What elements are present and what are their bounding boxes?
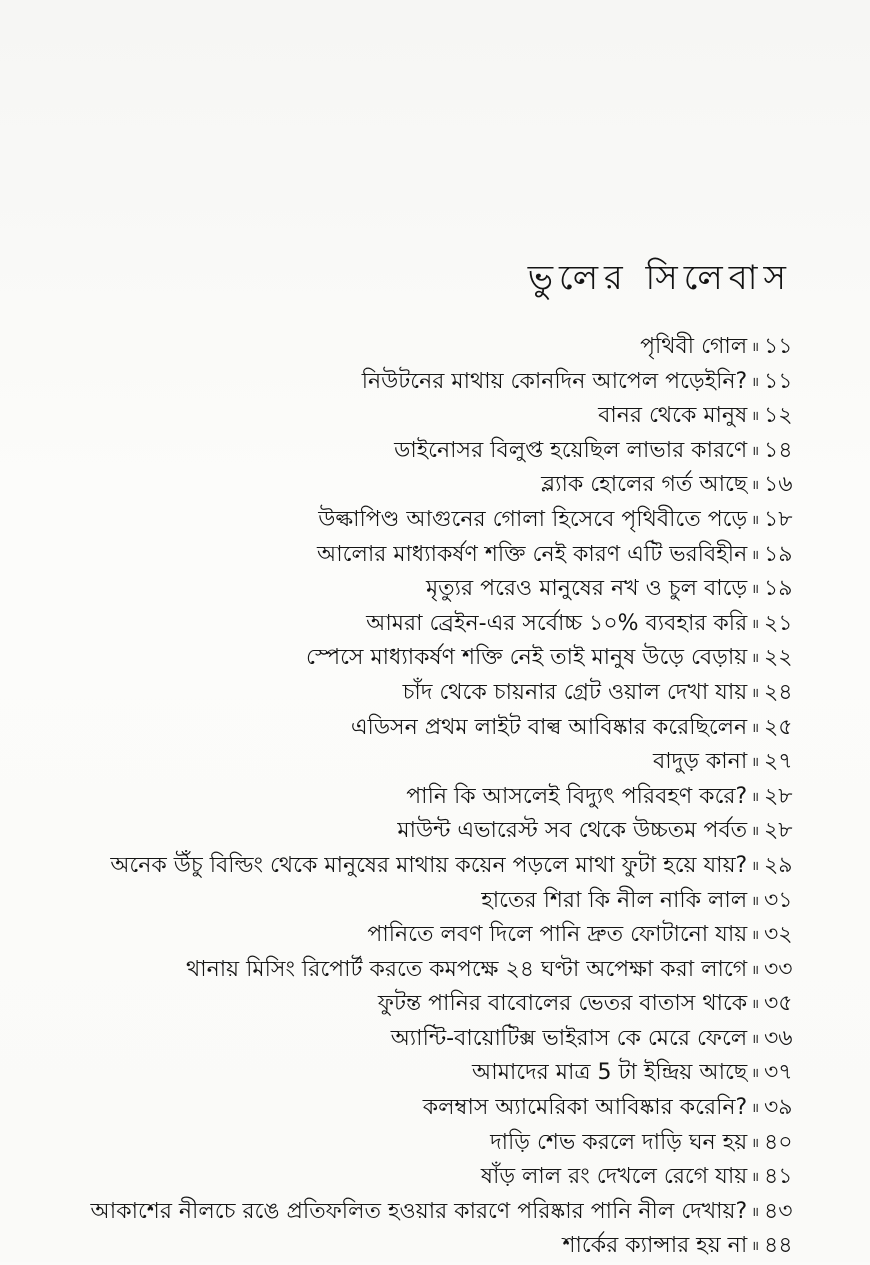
toc-separator: ॥ [751,1135,758,1151]
toc-separator: ॥ [751,962,758,978]
toc-entry-title: ডাইনোসর বিলুপ্ত হয়েছিল লাভার কারণে [394,437,748,463]
toc-entry [34,641,794,676]
toc-entry-page: ১৪ [764,437,793,463]
toc-separator: ॥ [751,893,758,909]
toc-entry-page: ৩৩ [764,956,793,982]
toc-entry-title: স্পেসে মাধ্যাকর্ষণ শক্তি নেই তাই মানুষ উড়ে বেড়ায় [305,645,748,671]
toc-entry [34,434,794,469]
toc-entry [34,953,794,988]
toc-entry [34,572,794,607]
toc-entry [34,1056,794,1091]
toc-separator: ॥ [751,1239,758,1255]
toc-entry-title: শার্কের ক্যান্সার হয় না [562,1233,748,1259]
toc-entry-page: ২৭ [764,749,793,775]
toc-entry-title: কলম্বাস অ্যামেরিকা আবিষ্কার করেনি? [422,1095,748,1121]
toc-entry-page: ৩৯ [764,1095,793,1121]
toc-separator: ॥ [751,1066,758,1082]
toc-separator: ॥ [751,997,758,1013]
toc-entry-page: ১৯ [764,576,793,602]
toc-entry [34,468,794,503]
toc-entry [34,1160,794,1195]
toc-entry-page: ৪১ [764,1164,793,1190]
toc-separator: ॥ [751,374,758,390]
toc-separator: ॥ [751,1101,758,1117]
toc-entry-page: ২৮ [764,783,793,809]
toc-entry-title: চাঁদ থেকে চায়নার গ্রেট ওয়াল দেখা যায় [402,679,748,705]
toc-entry-title: আলোর মাধ্যাকর্ষণ শক্তি নেই কারণ এটি ভরবিহীন [316,541,748,567]
toc-entry-title: ষাঁড় লাল রং দেখলে রেগে যায় [480,1164,748,1190]
toc-entry [34,538,794,573]
toc-entry-page: ৩৬ [764,1025,793,1051]
toc-separator: ॥ [751,720,758,736]
toc-separator: ॥ [751,928,758,944]
toc-entry-page: ২৫ [764,714,793,740]
toc-separator: ॥ [751,443,758,459]
toc-entry-title: আমাদের মাত্র 5 টা ইন্দ্রিয় আছে [472,1060,748,1086]
toc-entry-title: বাদুড় কানা [653,749,748,775]
toc-entry-title: আকাশের নীলচে রঙে প্রতিফলিত হওয়ার কারণে পরিষ্কার পানি নীল দেখায়? [90,1198,748,1224]
toc-entry-page: ১৬ [764,472,793,498]
toc-entry [34,780,794,815]
toc-entry-page: ৪০ [764,1129,793,1155]
toc-separator: ॥ [751,789,758,805]
toc-separator: ॥ [751,340,758,355]
toc-entry-page: ৪৪ [764,1233,793,1259]
toc-entry-title: মাউন্ট এভারেস্ট সব থেকে উচ্চতম পর্বত [397,818,748,844]
toc-entry-page: ৩৫ [764,991,793,1017]
toc-entry-page: ৩১ [764,887,793,913]
toc-separator: ॥ [751,755,758,771]
toc-separator: ॥ [751,547,758,563]
table-of-contents [34,330,794,1264]
toc-entry [34,1126,794,1161]
toc-entry-page: ১৯ [764,541,793,567]
toc-entry-page: ২৮ [764,818,793,844]
toc-entry-page: ১১ [764,368,793,394]
toc-entry-page: ১৮ [764,506,793,532]
toc-entry-page: ১২ [764,403,793,429]
toc-entry-title: উল্কাপিণ্ড আগুনের গোলা হিসেবে পৃথিবীতে পড়ে [318,506,748,532]
toc-entry [34,918,794,953]
toc-separator: ॥ [751,685,758,701]
toc-entry-title: পানি কি আসলেই বিদ্যুৎ পরিবহণ করে? [406,783,748,809]
toc-separator: ॥ [751,1170,758,1186]
toc-entry-page: ২২ [764,645,793,671]
toc-entry [34,884,794,919]
toc-entry-page: ৩৭ [764,1060,793,1086]
toc-entry [34,607,794,642]
toc-entry-title: ব্ল্যাক হোলের গর্ত আছে [541,472,748,498]
toc-entry-title: হাতের শিরা কি নীল নাকি লাল [481,887,748,913]
toc-entry [34,987,794,1022]
toc-entry [34,814,794,849]
toc-entry-title: অনেক উঁচু বিল্ডিং থেকে মানুষের মাথায় কয়েন পড়লে মাথা ফুটা হয়ে যায়? [110,852,748,878]
toc-separator: ॥ [751,512,758,528]
toc-entry-title: পৃথিবী গোল [640,334,748,359]
toc-separator: ॥ [751,478,758,494]
toc-entry [34,1229,794,1264]
toc-entry [34,503,794,538]
toc-entry [34,1022,794,1057]
toc-entry-page: ৩২ [764,922,793,948]
toc-entry [34,849,794,884]
toc-entry-title: পানিতে লবণ দিলে পানি দ্রুত ফোটানো যায় [367,922,748,948]
toc-entry [34,1091,794,1126]
toc-entry-title: আমরা ব্রেইন-এর সর্বোচ্চ ১০% ব্যবহার করি [366,610,748,636]
toc-entry-page: ২৯ [764,852,793,878]
toc-separator: ॥ [751,651,758,667]
toc-separator: ॥ [751,616,758,632]
toc-entry-page: ২১ [764,610,793,636]
toc-entry [34,330,794,365]
toc-entry-page: ১১ [764,334,793,359]
toc-entry-title: দাড়ি শেভ করলে দাড়ি ঘন হয় [490,1129,748,1155]
toc-entry [34,711,794,746]
toc-entry [34,745,794,780]
toc-separator: ॥ [751,1031,758,1047]
toc-entry [34,676,794,711]
toc-entry [34,399,794,434]
toc-separator: ॥ [751,409,758,425]
toc-separator: ॥ [751,824,758,840]
page-heading: ভুলের সিলেবাস [527,258,792,298]
toc-entry-title: এডিসন প্রথম লাইট বাল্ব আবিষ্কার করেছিলেন [350,714,748,740]
toc-entry [34,1195,794,1230]
toc-entry-title: ফুটন্ত পানির বাবোলের ভেতর বাতাস থাকে [377,991,748,1017]
toc-entry [34,365,794,400]
toc-entry-title: বানর থেকে মানুষ [598,403,748,429]
toc-entry-title: মৃত্যুর পরেও মানুষের নখ ও চুল বাড়ে [425,576,748,602]
toc-entry-title: নিউটনের মাথায় কোনদিন আপেল পড়েইনি? [361,368,748,394]
toc-entry-page: ২৪ [764,679,793,705]
toc-separator: ॥ [751,1204,758,1220]
toc-separator: ॥ [751,858,758,874]
toc-entry-title: অ্যান্টি-বায়োটিক্স ভাইরাস কে মেরে ফেলে [390,1025,748,1051]
toc-separator: ॥ [751,582,758,598]
toc-entry-page: ৪৩ [764,1198,793,1224]
toc-entry-title: থানায় মিসিং রিপোর্ট করতে কমপক্ষে ২৪ ঘণ্টা অপেক্ষা করা লাগে [186,956,748,982]
